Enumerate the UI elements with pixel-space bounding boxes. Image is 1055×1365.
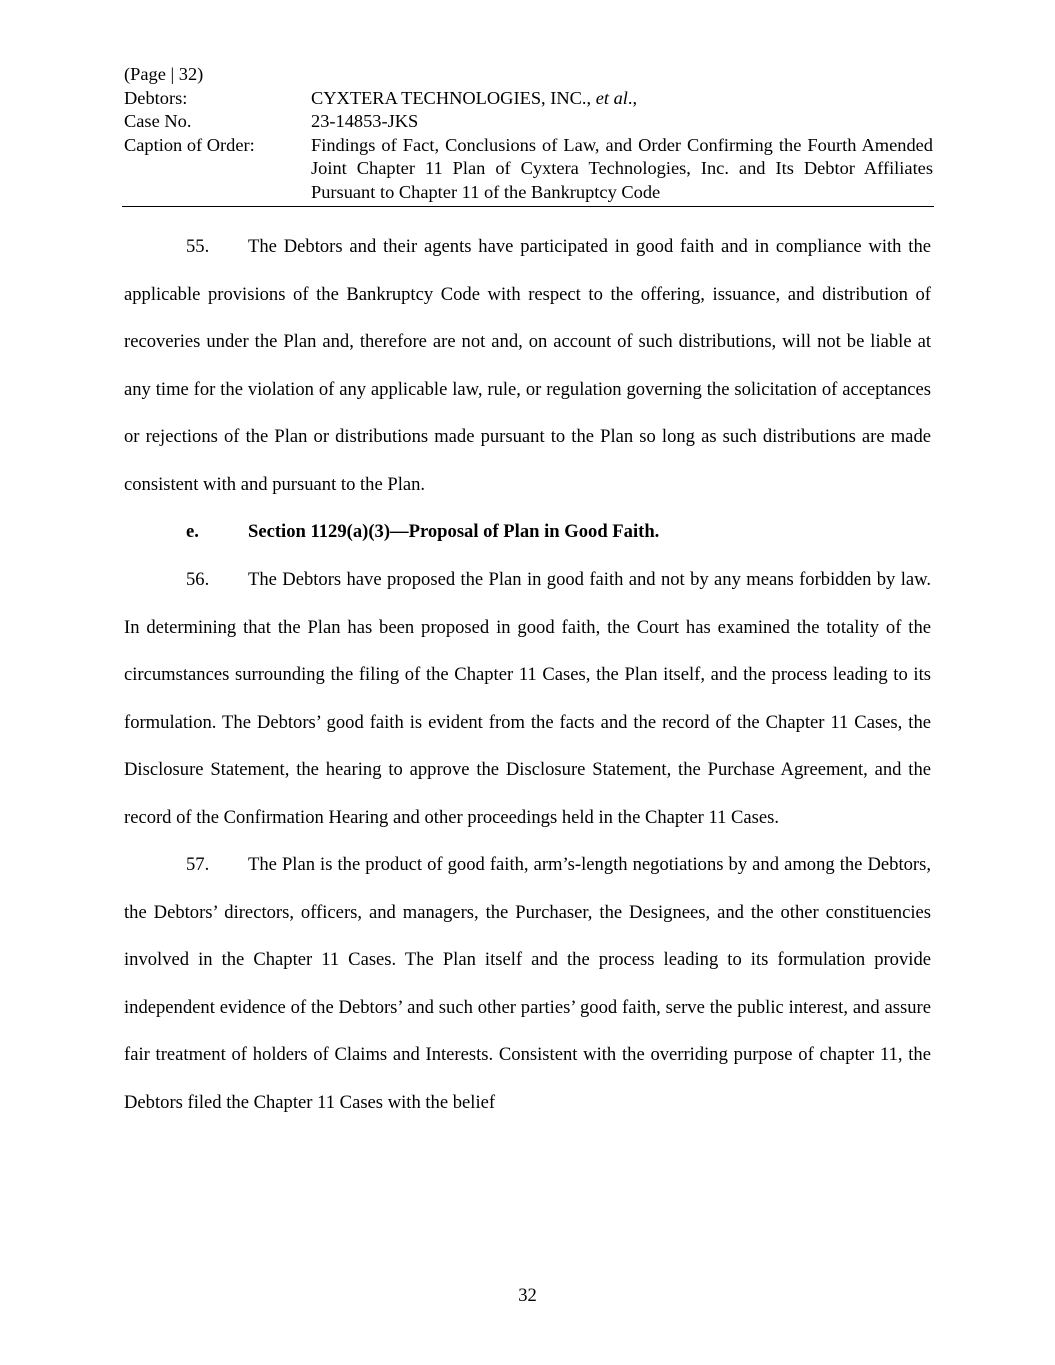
debtors-value bbox=[311, 87, 933, 111]
paragraph-text: The Debtors and their agents have participated in good faith and in compliance with the applicable provisions of the Bankruptcy Code with respect to the offering, issuance, and distribution of recoveries under the Plan and, therefore are not and, on account of such distributions, will not be liable at any time for the violation of any applicable law, rule, or regulation governing the solicitation of acceptances or rejections of the Plan or distributions made pursuant to the Plan so long as such distributions are made consistent with and pursuant to the Plan. bbox=[124, 236, 931, 495]
paragraph-56 bbox=[124, 556, 931, 841]
page-number-footer bbox=[0, 1285, 1055, 1307]
debtors-label: Debtors: bbox=[124, 87, 188, 108]
debtors-name: CYXTERA TECHNOLOGIES, INC., bbox=[311, 87, 592, 108]
debtors-suffix: ., bbox=[627, 87, 638, 108]
case-number-row bbox=[124, 110, 933, 134]
caption-label: Caption of Order: bbox=[124, 134, 255, 155]
paragraph-number: 56. bbox=[186, 569, 210, 590]
section-heading-e bbox=[124, 512, 931, 552]
paragraph-text: The Debtors have proposed the Plan in good faith and not by any means forbidden by law. In determining that the Plan has been proposed in good faith, the Court has examined the totality of the circumstances surrounding the filing of the Chapter 11 Cases, the Plan itself, and the process leading to its formulation. The Debtors’ good faith is evident from the facts and the record of the Chapter 11 Cases, the Disclosure Statement, the hearing to approve the Disclosure Statement, the Purchase Agreement, and the record of the Confirmation Hearing and other proceedings held in the Chapter 11 Cases. bbox=[124, 569, 931, 828]
section-letter: e. bbox=[186, 521, 199, 542]
caption-row bbox=[124, 134, 933, 205]
debtors-row bbox=[124, 87, 933, 111]
caption-value: Findings of Fact, Conclusions of Law, and Order Confirming the Fourth Amended Joint Chapter 11 Plan of Cyxtera Technologies, Inc. and Its Debtor Affiliates Pursuant to Chapter 11 of the Bankruptcy Code bbox=[311, 134, 933, 202]
paragraph-57 bbox=[124, 841, 931, 1126]
page-ref: (Page | 32) bbox=[124, 64, 204, 84]
page-number: 32 bbox=[518, 1285, 537, 1306]
header-rule bbox=[122, 206, 934, 207]
case-header bbox=[124, 63, 933, 204]
debtors-etal: et al bbox=[595, 87, 628, 108]
paragraph-55 bbox=[124, 223, 931, 508]
paragraph-number: 55. bbox=[186, 236, 210, 257]
document-body bbox=[124, 223, 931, 1126]
case-number-label: Case No. bbox=[124, 111, 192, 131]
page-ref-row bbox=[124, 63, 933, 87]
case-number-value: 23-14853-JKS bbox=[311, 111, 419, 131]
section-title: Section 1129(a)(3)—Proposal of Plan in Good Faith. bbox=[248, 521, 660, 542]
paragraph-text: The Plan is the product of good faith, arm’s-length negotiations by and among the Debtors, the Debtors’ directors, officers, and managers, the Purchaser, the Designees, and the other constituencies involved in the Chapter 11 Cases. The Plan itself and the process leading to its formulation provide independent evidence of the Debtors’ and such other parties’ good faith, serve the public interest, and assure fair treatment of holders of Claims and Interests. Consistent with the overriding purpose of chapter 11, the Debtors filed the Chapter 11 Cases with the belief bbox=[124, 854, 931, 1113]
paragraph-number: 57. bbox=[186, 854, 210, 875]
